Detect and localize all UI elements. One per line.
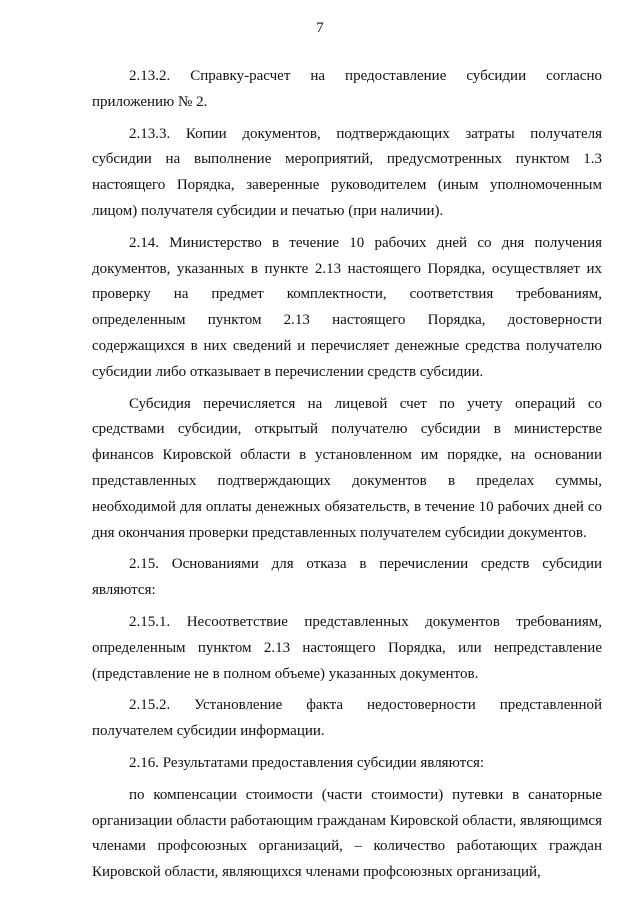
paragraph-compensation: по компенсации стоимости (части стоимости) путевки в санаторные организации области работающим гражданам Кировской области, являющимся членами профсоюзных организаций, – количество работающих граждан Кировской области, являющихся членами профсоюзных организаций, bbox=[92, 786, 602, 881]
paragraph-2-14: 2.14. Министерство в течение 10 рабочих дней со дня получения документов, указанных в пункте 2.13 настоящего Порядка, осуществляет их проверку на предмет комплектности, соответствия требованиям, определенным пунктом 2.13 настоящего Порядка, достоверности содержащихся в них сведений и перечисляет денежные средства получателю субсидии либо отказывает в перечислении средств субсидии. bbox=[92, 234, 602, 380]
page-number: 7 bbox=[316, 20, 324, 36]
paragraph-2-15: 2.15. Основаниями для отказа в перечислении средств субсидии являются: bbox=[92, 556, 602, 599]
document-body bbox=[92, 64, 602, 886]
paragraph-2-15-2: 2.15.2. Установление факта недостоверности представленной получателем субсидии информации. bbox=[92, 697, 602, 740]
paragraph-2-13-2: 2.13.2. Справку-расчет на предоставление субсидии согласно приложению № 2. bbox=[92, 68, 602, 110]
paragraph-2-16: 2.16. Результатами предоставления субсидии являются: bbox=[129, 754, 485, 771]
paragraph-subsidy-transfer: Субсидия перечисляется на лицевой счет по учету операций со средствами субсидии, открытый получателю субсидии в министерстве финансов Кировской области в установленном им порядке, на основании представленных подтверждающих документов в пределах суммы, необходимой для оплаты денежных обязательств, в течение 10 рабочих дней со дня окончания проверки представленных получателем субсидии документов. bbox=[92, 395, 602, 541]
paragraph-2-13-3: 2.13.3. Копии документов, подтверждающих затраты получателя субсидии на выполнение мероприятий, предусмотренных пунктом 1.3 настоящего Порядка, заверенные руководителем (иным уполномоченным лицом) получателя субсидии и печатью (при наличии). bbox=[92, 125, 602, 219]
paragraph-2-15-1: 2.15.1. Несоответствие представленных документов требованиям, определенным пунктом 2.13 настоящего Порядка, или непредставление (представление не в полном объеме) указанных документов. bbox=[92, 613, 602, 682]
